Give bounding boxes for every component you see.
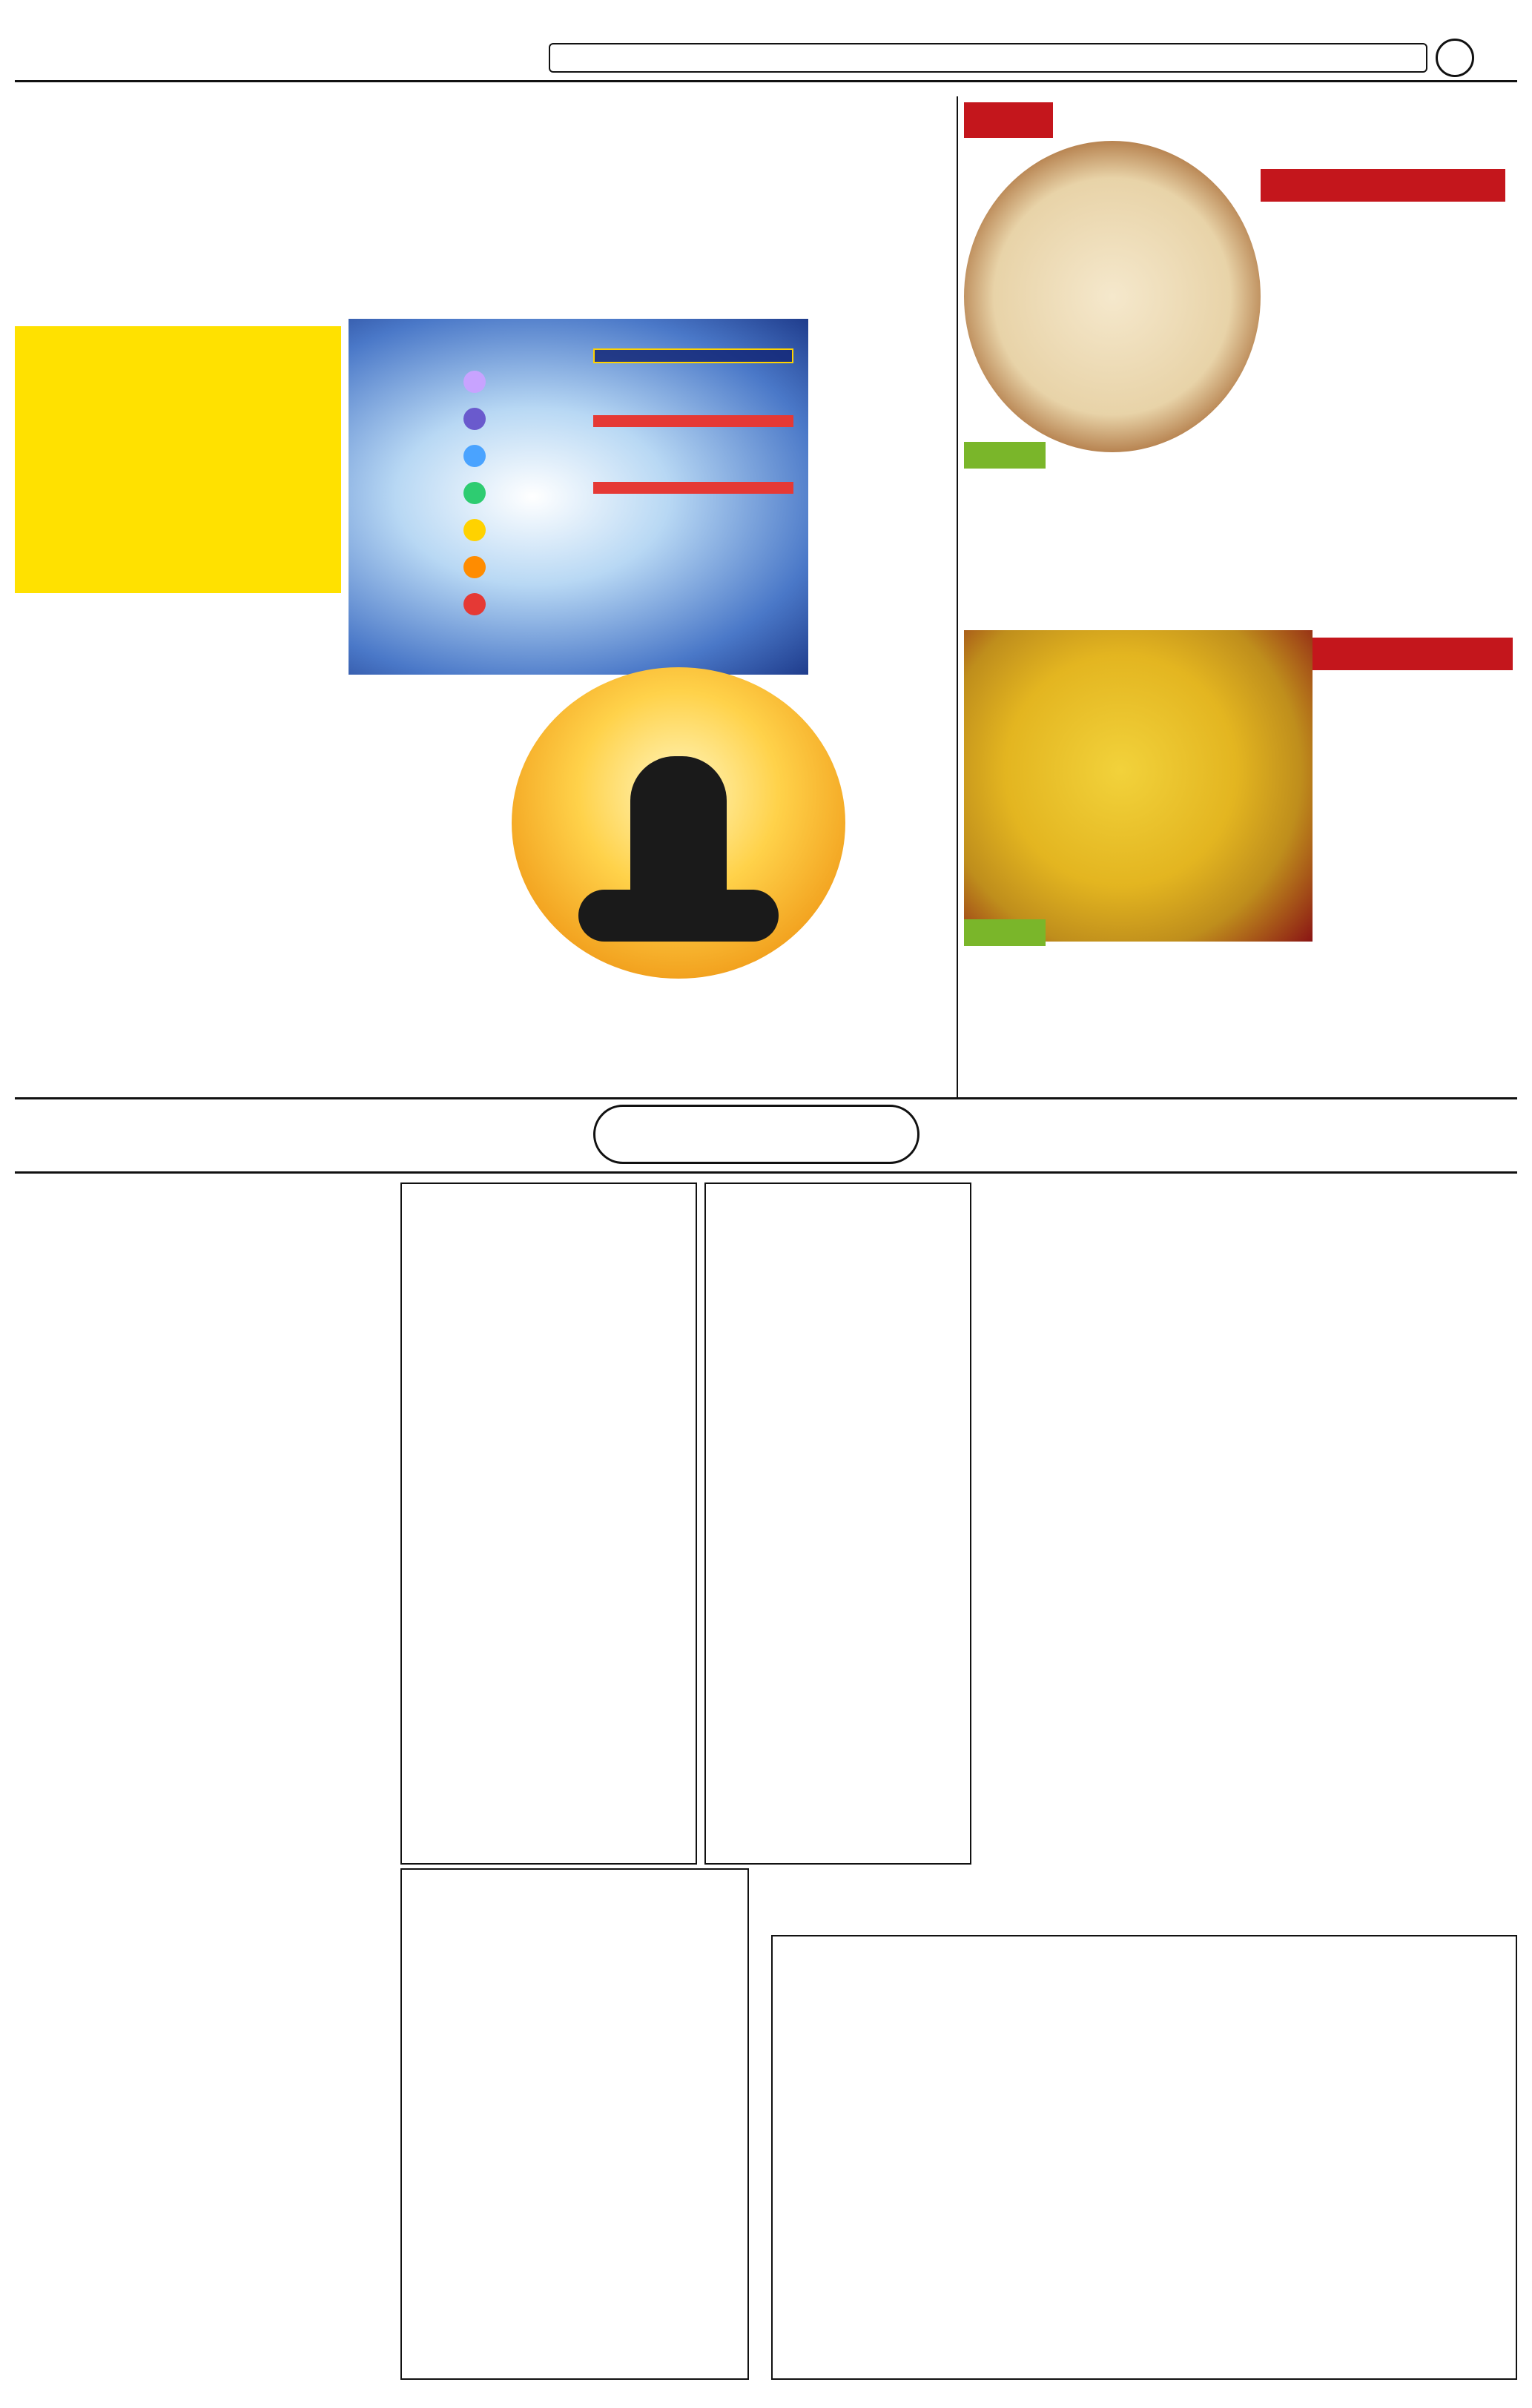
caption-3 [593,482,793,494]
timepass-banner [593,1105,919,1164]
recipe2-title [1313,638,1513,670]
film-grid[interactable] [983,1216,1272,1631]
recipe1-title [1261,169,1505,202]
shabd-prev-grid [1387,2180,1513,2372]
laughing-panel [704,1182,971,1865]
recipe-section-tag [964,102,1053,138]
rashifal-list [15,1216,386,2380]
recipe1-vidhi [964,442,1046,469]
sudoku-grid[interactable] [415,1898,734,2217]
film-prev-grid [1287,1701,1509,1850]
sudoku-prev-grid [593,2239,734,2372]
recipe2-vidhi [964,919,1046,946]
paratha-image [964,630,1313,942]
intro-box [15,326,341,593]
sheer-image [964,141,1261,452]
page-number [1436,39,1474,77]
meditation-image [349,319,808,675]
kakuro-grid[interactable] [415,1223,682,1668]
chakra-figure [423,363,526,645]
shabd-grid[interactable] [779,1965,1105,2365]
caption-2 [593,415,793,427]
caption-1 [593,348,793,363]
sunset-meditation-image [512,667,845,979]
kakuro-prev-grid [549,1698,682,1846]
